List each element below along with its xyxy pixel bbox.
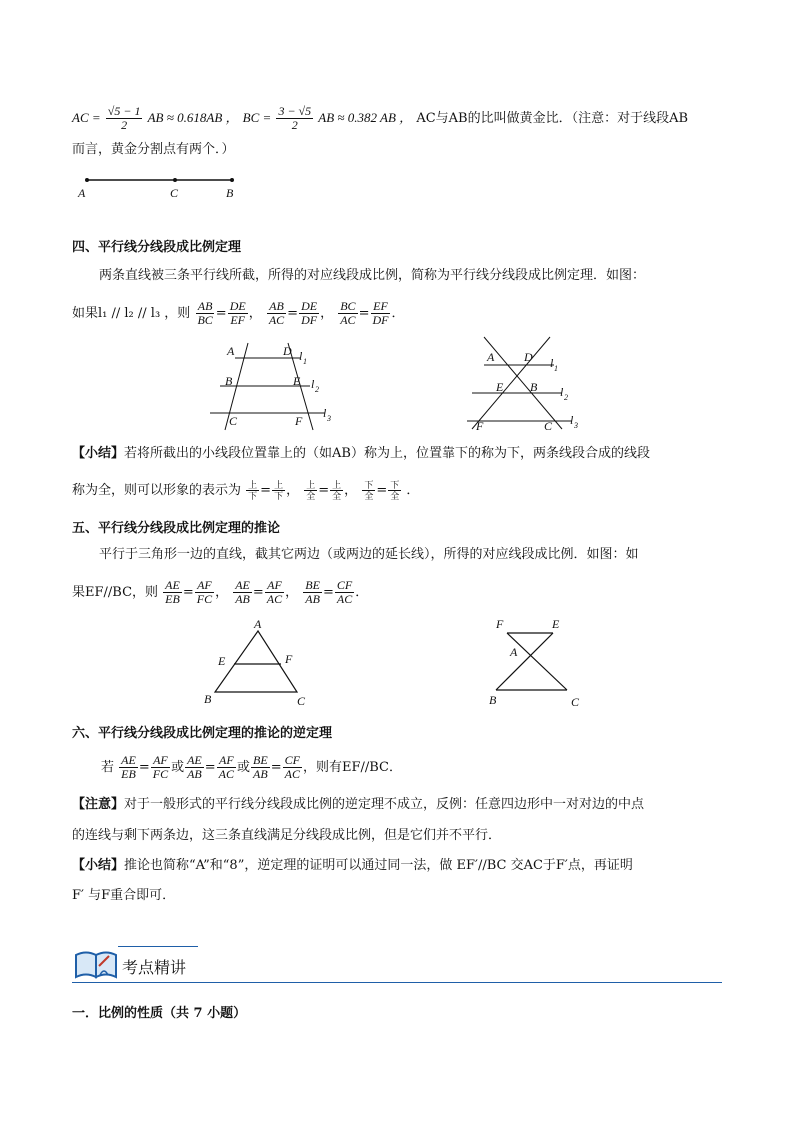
- svg-text:D: D: [524, 350, 533, 364]
- svg-text:C: C: [571, 695, 580, 709]
- section-5-heading: 五、平行线分线段成比例定理的推论: [72, 521, 281, 536]
- svg-text:3: 3: [574, 421, 578, 430]
- svg-text:l: l: [299, 349, 303, 363]
- svg-text:2: 2: [315, 385, 319, 394]
- svg-text:C: C: [229, 414, 238, 428]
- section-4-para: 两条直线被三条平行线所截，所得的对应线段成比例，简称为平行线分线段成比例定理．如图：: [99, 268, 646, 283]
- svg-text:l: l: [550, 356, 554, 370]
- banner-title: 考点精讲: [122, 958, 187, 977]
- label-c: C: [170, 186, 179, 200]
- svg-text:l: l: [311, 377, 315, 391]
- label-a: A: [78, 186, 86, 200]
- svg-text:2: 2: [564, 393, 568, 402]
- banner-top-rule: [118, 946, 198, 947]
- section-4-formula: 如果l₁ // l₂ // l₃ ，则 $\frac{AB}{BC}$ = $\frac{DE}{EF}$ ， $\frac{AB}{AC}$ = $\frac{DE}{DF}$ ， $\frac{BC}{AC}$ = $\frac{EF}{DF}$ ．: [72, 299, 405, 327]
- golden-approx-2: AB ≈ 0.382 AB ，: [318, 110, 413, 125]
- section-4-summary-2: 称为全，则可以形象的表示为 $\frac{\text{上}}{\text{下}}$ = $\frac{\text{上}}{\text{下}}$ ， $\frac{\text{上}}{\text{全}}$ = $\frac{\text{上}}{\text{全}}$ ， $\frac{\text{下}}{\text{全}}$ = $\frac{\text{下}}{\text{全}}$ ．: [72, 480, 420, 501]
- figure-parallel-lines-1: [205, 338, 345, 433]
- svg-text:D: D: [283, 344, 292, 358]
- figure-hourglass-8: [487, 615, 592, 710]
- svg-text:F: F: [476, 419, 484, 433]
- svg-text:A: A: [510, 645, 518, 659]
- section-6-summary-2: F′ 与F重合即可．: [72, 888, 176, 903]
- figure-triangle-a: [200, 615, 315, 710]
- svg-text:l: l: [323, 406, 327, 420]
- svg-text:E: E: [293, 374, 301, 388]
- svg-text:B: B: [530, 380, 538, 394]
- svg-text:F: F: [496, 617, 504, 631]
- point-b: [230, 178, 234, 182]
- svg-text:3: 3: [327, 414, 331, 423]
- fraction-golden-1: $\frac{√5 - 1}{2}$: [107, 104, 141, 132]
- svg-text:B: B: [225, 374, 233, 388]
- svg-text:A: A: [254, 617, 262, 631]
- figure-parallel-lines-2: [462, 333, 592, 433]
- svg-text:C: C: [544, 419, 553, 433]
- golden-bc-lhs: BC =: [242, 110, 272, 125]
- svg-text:l: l: [560, 385, 564, 399]
- svg-text:1: 1: [303, 357, 307, 366]
- section-4-summary: 【小结】若将所截出的小线段位置靠上的（如AB）称为上，位置靠下的称为下，两条线段合成的线段: [72, 446, 650, 461]
- point-a: [85, 178, 89, 182]
- segment-abc-figure: [72, 170, 252, 202]
- subsection-1-heading: 一．比例的性质（共 7 小题）: [72, 1006, 247, 1021]
- svg-text:E: E: [218, 654, 226, 668]
- section-4-heading: 四、平行线分线段成比例定理: [72, 240, 242, 255]
- section-6-formula: 若 $\frac{AE}{EB}$ = $\frac{AF}{FC}$ 或 $\frac{AE}{AB}$ = $\frac{AF}{AC}$ 或 $\frac{BE}{AB}$ = $\frac{CF}{AC}$ ，则有EF//BC．: [101, 753, 402, 781]
- book-icon: [72, 945, 120, 983]
- svg-text:A: A: [487, 350, 495, 364]
- svg-text:C: C: [297, 694, 306, 708]
- golden-ratio-line: [72, 105, 688, 132]
- svg-text:1: 1: [554, 364, 558, 373]
- svg-text:B: B: [204, 692, 212, 706]
- section-5-para: 平行于三角形一边的直线，截其它两边（或两边的延长线），所得的对应线段成比例．如图：如: [99, 547, 639, 562]
- svg-text:B: B: [489, 693, 497, 707]
- golden-ac-lhs: AC =: [72, 110, 101, 125]
- section-6-note: 【注意】对于一般形式的平行线分线段成比例的逆定理不成立，反例：任意四边形中一对对边的中点: [72, 797, 645, 812]
- banner-bottom-rule: [72, 982, 722, 983]
- svg-text:E: E: [552, 617, 560, 631]
- section-6-heading: 六、平行线分线段成比例定理的推论的逆定理: [72, 726, 333, 741]
- fraction-golden-2: $\frac{3 - √5}{2}$: [278, 104, 312, 132]
- section-5-formula: 果EF//BC，则 $\frac{AE}{EB}$ = $\frac{AF}{FC}$ ， $\frac{AE}{AB}$ = $\frac{AF}{AC}$ ， $\frac{BE}{AB}$ = $\frac{CF}{AC}$ ．: [72, 578, 369, 606]
- svg-text:F: F: [285, 652, 293, 666]
- svg-text:l: l: [570, 413, 574, 427]
- point-c: [173, 178, 177, 182]
- golden-line-2: 而言，黄金分割点有两个．）: [72, 142, 235, 157]
- section-6-note-2: 的连线与剩下两条边，这三条直线满足分线段成比例，但是它们并不平行．: [72, 828, 502, 843]
- svg-text:A: A: [227, 344, 235, 358]
- svg-text:F: F: [295, 414, 303, 428]
- golden-rest-text: AC与AB的比叫做黄金比．（注意：对于线段AB: [416, 111, 689, 126]
- svg-text:E: E: [496, 380, 504, 394]
- section-6-summary: 【小结】推论也简称“A”和“8”，逆定理的证明可以通过同一法，做 EF′//BC 交AC于F′点，再证明: [72, 858, 633, 873]
- label-b: B: [226, 186, 234, 200]
- golden-approx-1: AB ≈ 0.618AB ，: [147, 110, 239, 125]
